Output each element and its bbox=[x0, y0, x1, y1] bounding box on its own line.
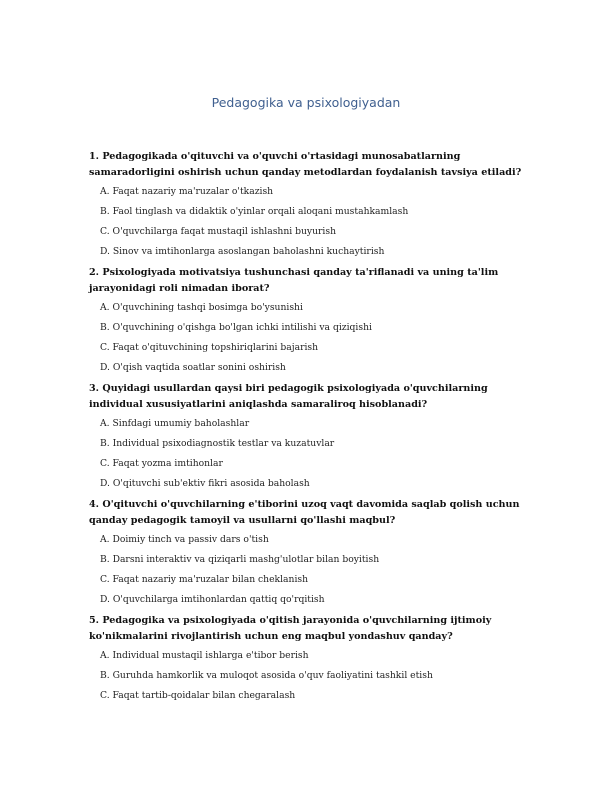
answer-options bbox=[89, 185, 529, 259]
answer-option: B. O'quvchining o'qishga bo'lgan ichki intilishi va qiziqishi bbox=[100, 322, 372, 333]
answer-option: B. Guruhda hamkorlik va muloqot asosida o'quv faoliyatini tashkil etish bbox=[100, 670, 433, 681]
answer-option: A. Individual mustaqil ishlarga e'tibor berish bbox=[100, 650, 309, 661]
question-text: 5. Pedagogika va psixologiyada o'qitish jarayonida o'quvchilarning ijtimoiy ko'nikmalarini rivojlantirish uchun eng maqbul yondashuv qanday? bbox=[89, 615, 492, 642]
answer-options bbox=[89, 301, 529, 375]
answer-option: A. O'quvchining tashqi bosimga bo'ysunishi bbox=[100, 302, 303, 313]
answer-option: A. Sinfdagi umumiy baholashlar bbox=[100, 418, 250, 429]
question-item bbox=[89, 381, 529, 491]
answer-option: A. Faqat nazariy ma'ruzalar o'tkazish bbox=[100, 186, 274, 197]
answer-option: D. Sinov va imtihonlarga asoslangan baholashni kuchaytirish bbox=[100, 246, 385, 257]
answer-option: B. Darsni interaktiv va qiziqarli mashg'ulotlar bilan boyitish bbox=[100, 554, 380, 565]
answer-option: C. Faqat tartib-qoidalar bilan chegaralash bbox=[100, 690, 296, 701]
answer-option: A. Doimiy tinch va passiv dars o'tish bbox=[100, 534, 269, 545]
answer-option: C. O'quvchilarga faqat mustaqil ishlashni buyurish bbox=[100, 226, 336, 237]
question-item bbox=[89, 497, 529, 607]
answer-option: B. Individual psixodiagnostik testlar va kuzatuvlar bbox=[100, 438, 335, 449]
answer-options bbox=[89, 649, 529, 703]
answer-option: C. Faqat o'qituvchining topshiriqlarini bajarish bbox=[100, 342, 319, 353]
question-item bbox=[89, 613, 529, 703]
answer-option: C. Faqat nazariy ma'ruzalar bilan cheklanish bbox=[100, 574, 309, 585]
question-list bbox=[89, 149, 529, 709]
question-text: 1. Pedagogikada o'qituvchi va o'quvchi o'rtasidagi munosabatlarning samaradorligini oshirish uchun qanday metodlardan foydalanish tavsiya etiladi? bbox=[89, 151, 522, 178]
question-text: 3. Quyidagi usullardan qaysi biri pedagogik psixologiyada o'quvchilarning individual xususiyatlarini aniqlashda samaraliroq hisoblanadi? bbox=[89, 383, 488, 410]
question-item bbox=[89, 265, 529, 375]
answer-option: D. O'qituvchi sub'ektiv fikri asosida baholash bbox=[100, 478, 310, 489]
answer-option: C. Faqat yozma imtihonlar bbox=[100, 458, 223, 469]
answer-options bbox=[89, 417, 529, 491]
page-title: Pedagogika va psixologiyadan bbox=[211, 95, 401, 110]
answer-option: D. O'qish vaqtida soatlar sonini oshirish bbox=[100, 362, 286, 373]
answer-option: B. Faol tinglash va didaktik o'yinlar orqali aloqani mustahkamlash bbox=[100, 206, 409, 217]
question-item bbox=[89, 149, 529, 259]
answer-options bbox=[89, 533, 529, 607]
question-text: 4. O'qituvchi o'quvchilarning e'tiborini uzoq vaqt davomida saqlab qolish uchun qanday pedagogik tamoyil va usullarni qo'llashi maqbul? bbox=[89, 499, 520, 526]
question-text: 2. Psixologiyada motivatsiya tushunchasi qanday ta'riflanadi va uning ta'lim jarayonidagi roli nimadan iborat? bbox=[89, 267, 499, 294]
answer-option: D. O'quvchilarga imtihonlardan qattiq qo'rqitish bbox=[100, 594, 325, 605]
